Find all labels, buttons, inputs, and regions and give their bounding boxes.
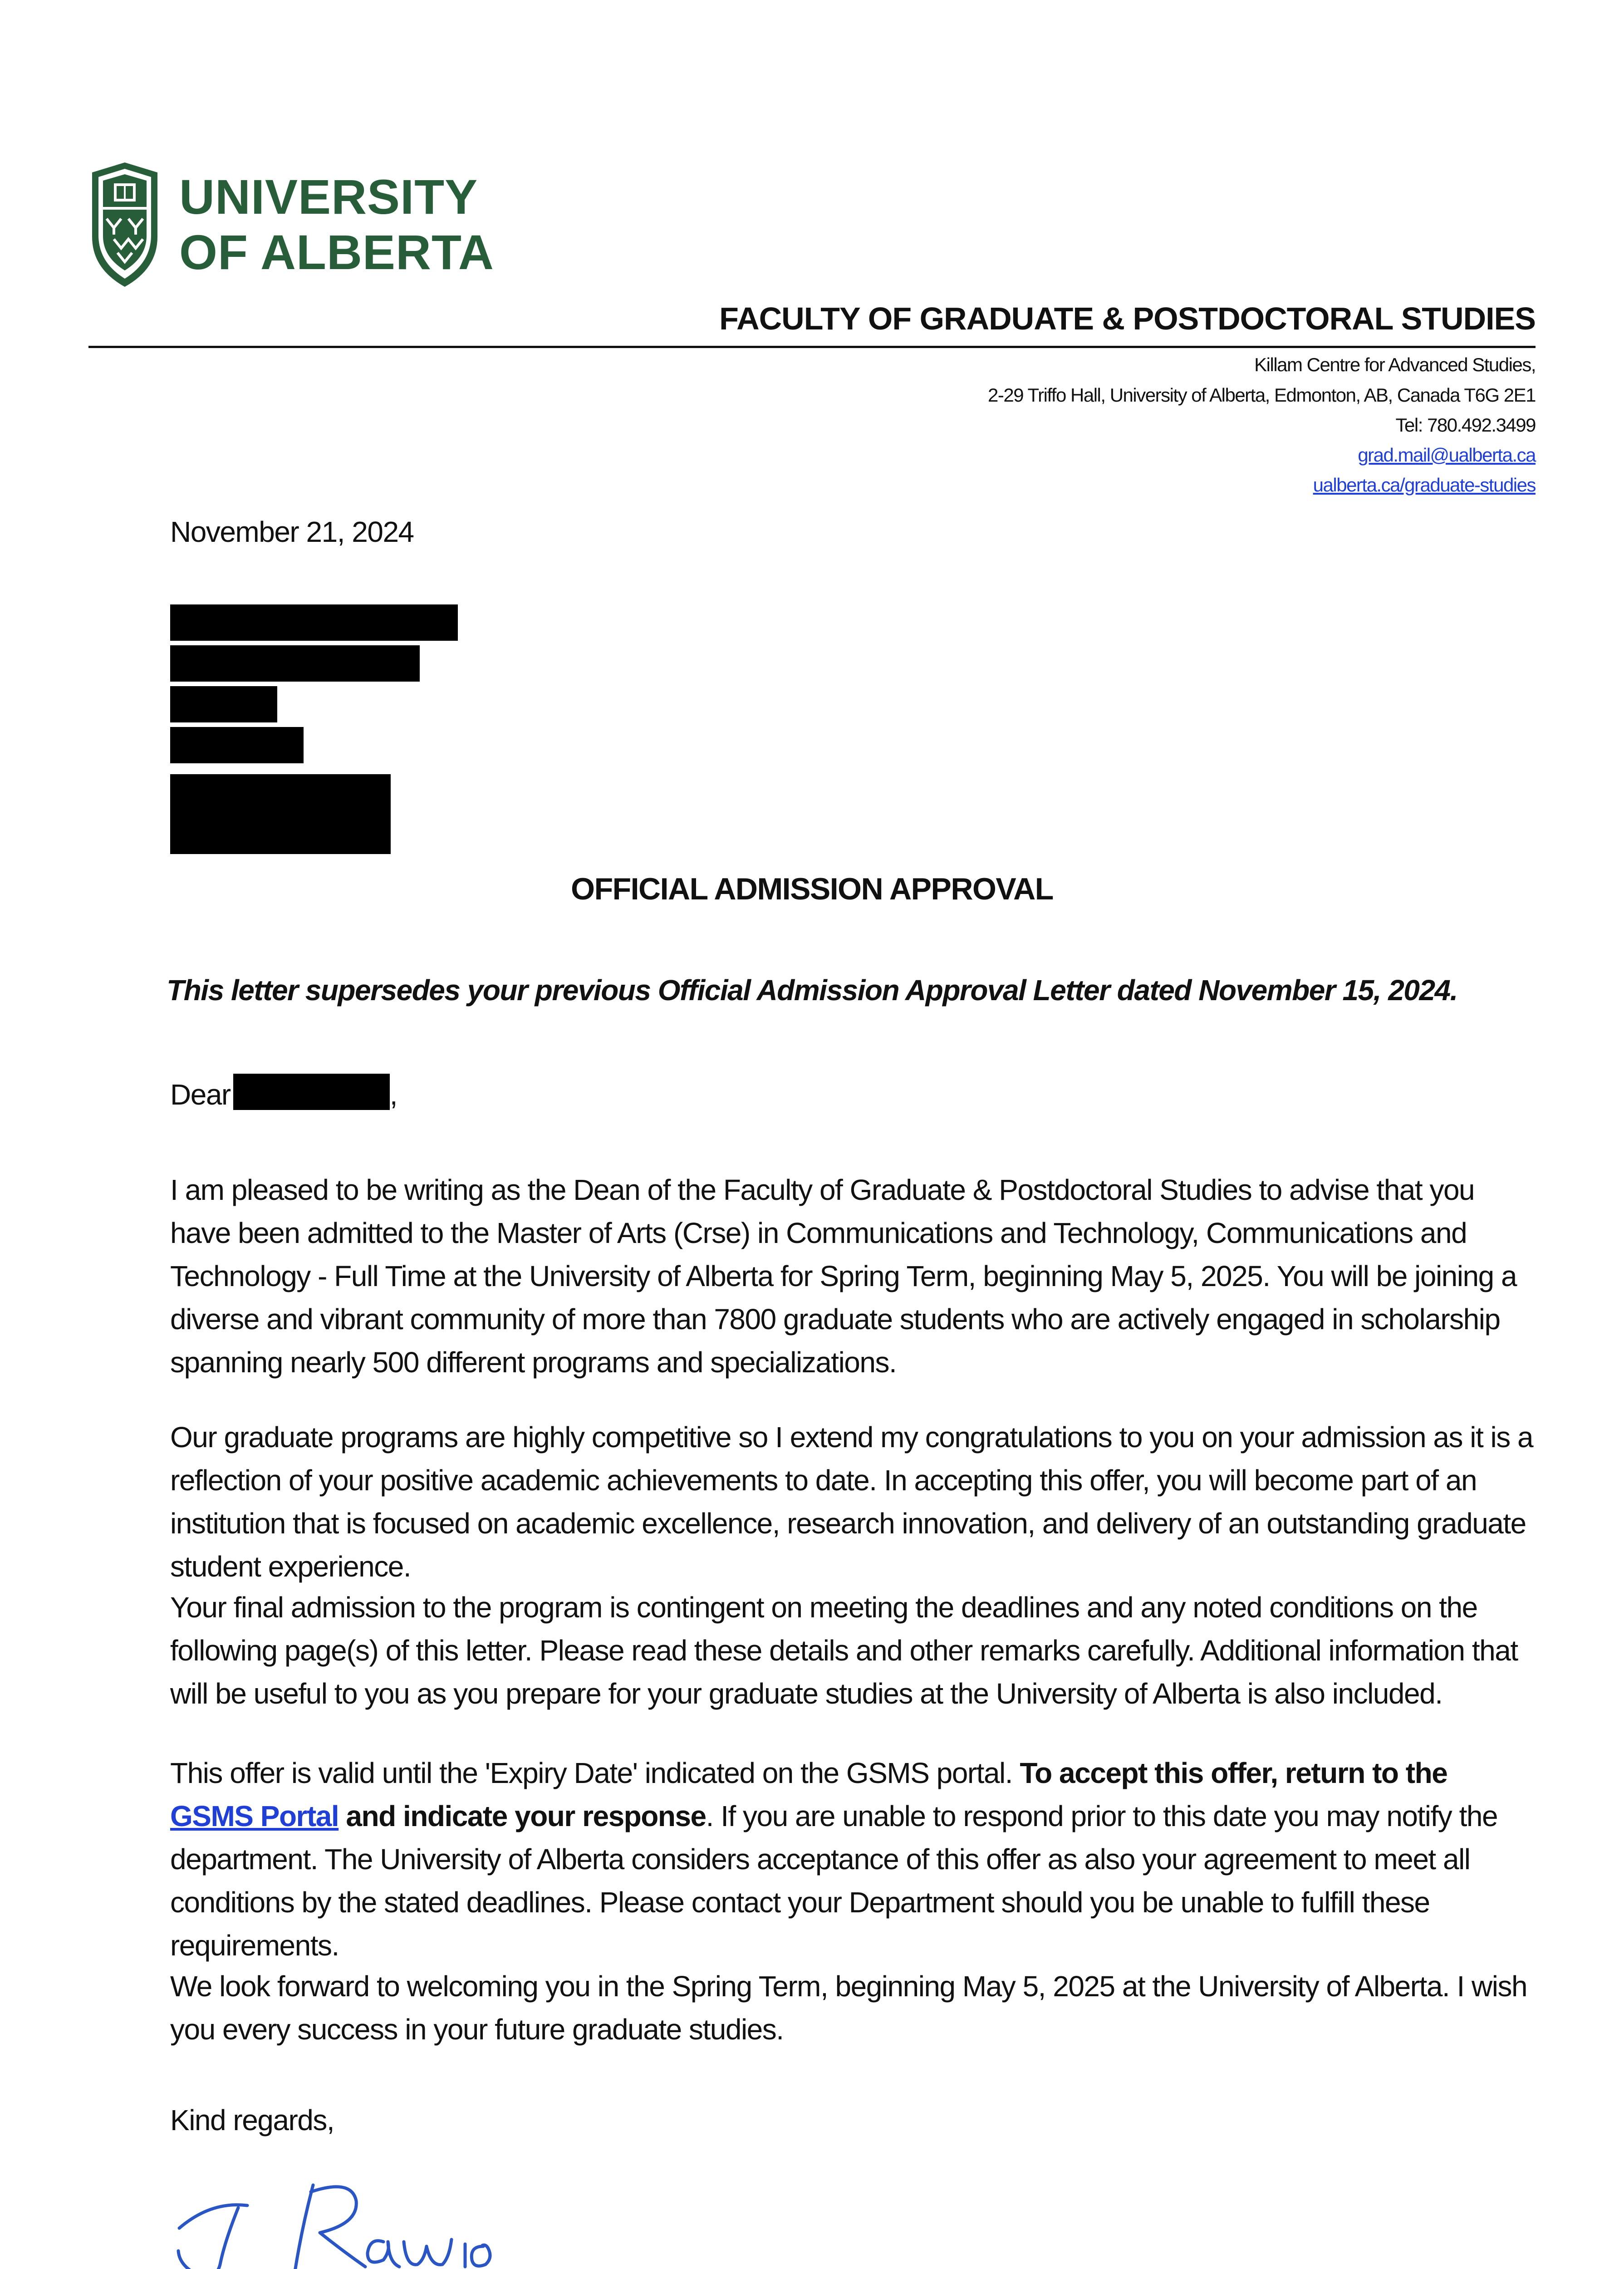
redacted-address-line-3 (170, 686, 277, 722)
salutation (170, 1073, 1536, 1116)
redacted-address-line-4 (170, 727, 304, 763)
faculty-title: FACULTY OF GRADUATE & POSTDOCTORAL STUDIES (719, 301, 1536, 336)
salutation-word: Dear (170, 1078, 231, 1111)
paragraph-conditions: Your final admission to the program is contingent on meeting the deadlines and any noted conditions on the following page(s) of this letter. Please read these details and other remarks carefully. Additional information that will be useful to you as you prepare for your graduate studies at the University of Alberta is also included. (170, 1591, 1518, 1710)
paragraph-acceptance (170, 1752, 1536, 1967)
university-logo (88, 160, 494, 289)
address-line-2: 2-29 Triffo Hall, University of Alberta, Edmonton, AB, Canada T6G 2E1 (988, 384, 1536, 406)
handwritten-signature (170, 2174, 497, 2269)
redacted-address-line-2 (170, 645, 420, 682)
paragraph-admission: I am pleased to be writing as the Dean of the Faculty of Graduate & Postdoctoral Studies to advise that you have been admitted to the Master of Arts (Crse) in Communications and Technology, Communications and Technology - Full Time at the University of Alberta for Spring Term, beginning May 5, 2025. You will be joining a diverse and vibrant community of more than 7800 graduate students who are actively engaged in scholarship spanning nearly 500 different programs and specializations. (170, 1174, 1517, 1379)
header-divider (88, 346, 1536, 348)
logo-wordmark-line2: OF ALBERTA (179, 225, 494, 280)
letter-date: November 21, 2024 (170, 516, 414, 548)
website-link[interactable]: ualberta.ca/graduate-studies (1313, 474, 1536, 496)
shield-crest-icon (88, 160, 161, 289)
acceptance-details: . If you are unable to respond prior to this date you may notify the department. The University of Alberta considers acceptance of this offer as also your agreement to meet all conditions by the stated deadlines. Please contact your Department should you be unable to fulfill these requirements. (170, 1800, 1498, 1962)
paragraph-welcome: We look forward to welcoming you in the Spring Term, beginning May 5, 2025 at the University of Alberta. I wish you every success in your future graduate studies. (170, 1970, 1527, 2046)
gsms-portal-link[interactable]: GSMS Portal (170, 1800, 339, 1832)
phone-number: Tel: 780.492.3499 (1395, 414, 1536, 436)
acceptance-intro: This offer is valid until the 'Expiry Date' indicated on the GSMS portal. (170, 1757, 1020, 1789)
logo-wordmark-line1: UNIVERSITY (179, 169, 478, 224)
paragraph-congratulations: Our graduate programs are highly competitive so I extend my congratulations to you on your admission as it is a reflection of your positive academic achievements to date. In accepting this offer, you will become part of an institution that is focused on academic excellence, research innovation, and delivery of an outstanding graduate student experience. (170, 1421, 1533, 1583)
letter-title: OFFICIAL ADMISSION APPROVAL (571, 872, 1053, 906)
acceptance-instruction-end: and indicate your response (339, 1800, 706, 1832)
email-link[interactable]: grad.mail@ualberta.ca (1358, 444, 1536, 466)
address-line-1: Killam Centre for Advanced Studies, (1254, 354, 1536, 375)
acceptance-instruction: To accept this offer, return to the (1020, 1757, 1447, 1789)
closing: Kind regards, (170, 2104, 334, 2136)
redacted-address-line-1 (170, 604, 458, 641)
supersedes-notice: This letter supersedes your previous Official Admission Approval Letter dated November 15, 2024. (167, 974, 1457, 1007)
redacted-recipient-name (233, 1074, 390, 1110)
salutation-comma: , (389, 1078, 397, 1111)
redacted-address-line-5 (170, 774, 391, 854)
